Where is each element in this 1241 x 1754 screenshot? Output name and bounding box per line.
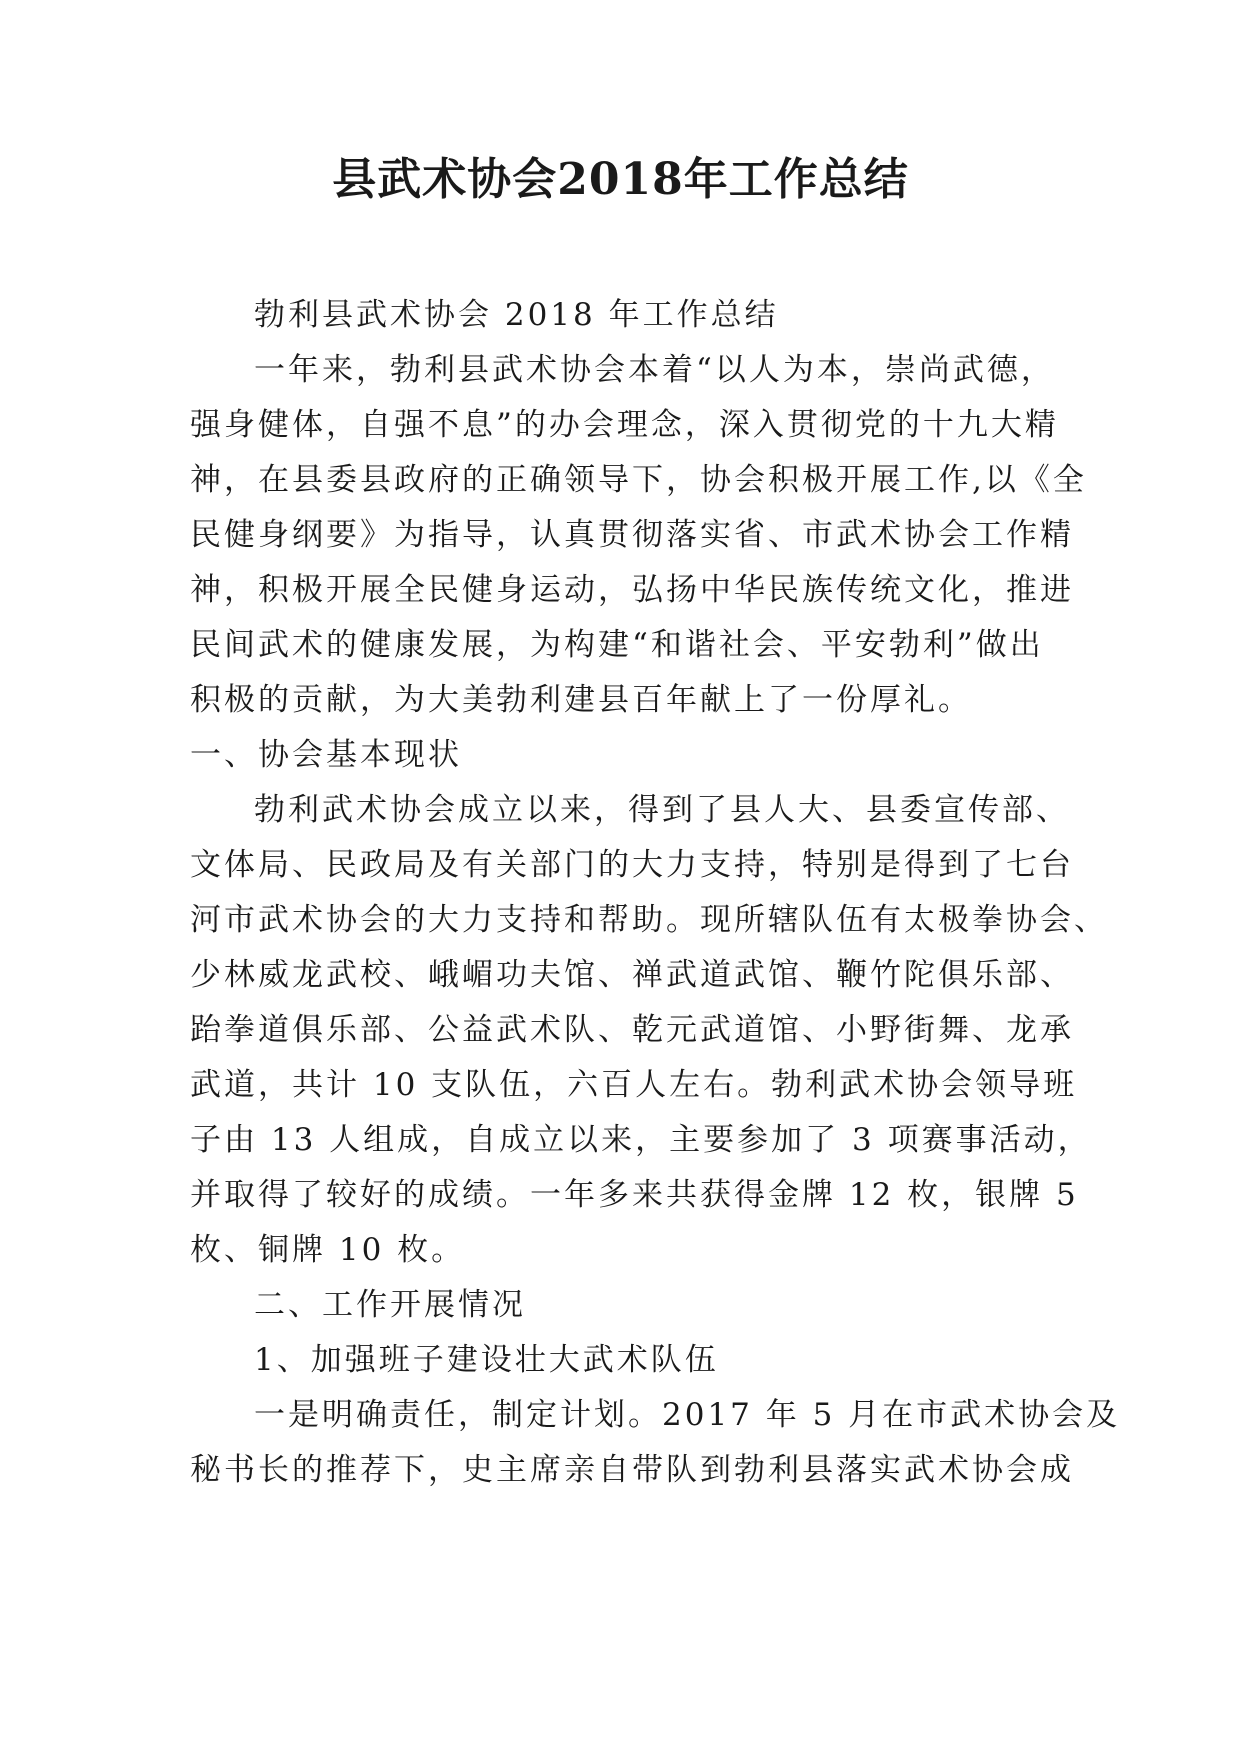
paragraph-line: 秘书长的推荐下，史主席亲自带队到勃利县落实武术协会成	[190, 1452, 1074, 1488]
paragraph-line: 枚、铜牌 10 枚。	[190, 1232, 466, 1268]
paragraph-line: 一年来，勃利县武术协会本着“以人为本，崇尚武德，	[254, 352, 1055, 388]
document-title: 县武术协会2018年工作总结	[332, 154, 909, 205]
paragraph-line: 跆拳道俱乐部、公益武术队、乾元武道馆、小野街舞、龙承	[190, 1012, 1074, 1048]
paragraph-line: 神，在县委县政府的正确领导下，协会积极开展工作,以《全	[190, 462, 1087, 498]
subsection-heading: 1、加强班子建设壮大武术队伍	[254, 1342, 719, 1378]
document-body	[190, 288, 1121, 1498]
paragraph-line: 河市武术协会的大力支持和帮助。现所辖队伍有太极拳协会、	[190, 902, 1108, 938]
paragraph-line: 子由 13 人组成，自成立以来，主要参加了 3 项赛事活动，	[190, 1122, 1092, 1158]
paragraph-line: 民健身纲要》为指导，认真贯彻落实省、市武术协会工作精	[190, 517, 1074, 553]
paragraph-line: 神，积极开展全民健身运动，弘扬中华民族传统文化，推进	[190, 572, 1074, 608]
paragraph-line: 一是明确责任，制定计划。2017 年 5 月在市武术协会及	[254, 1397, 1121, 1433]
paragraph-line: 少林威龙武校、峨嵋功夫馆、禅武道武馆、鞭竹陀俱乐部、	[190, 957, 1074, 993]
section-heading: 二、工作开展情况	[254, 1287, 526, 1323]
section-heading: 一、协会基本现状	[190, 737, 462, 773]
paragraph-line: 勃利武术协会成立以来，得到了县人大、县委宣传部、	[254, 792, 1070, 828]
paragraph-line: 并取得了较好的成绩。一年多来共获得金牌 12 枚，银牌 5	[190, 1177, 1079, 1213]
paragraph-line: 文体局、民政局及有关部门的大力支持，特别是得到了七台	[190, 847, 1074, 883]
paragraph-line: 强身健体，自强不息”的办会理念，深入贯彻党的十九大精	[190, 407, 1059, 443]
paragraph-line: 勃利县武术协会 2018 年工作总结	[254, 297, 779, 333]
paragraph-line: 武道，共计 10 支队伍，六百人左右。勃利武术协会领导班	[190, 1067, 1078, 1103]
paragraph-line: 民间武术的健康发展，为构建“和谐社会、平安勃利”做出	[190, 627, 1044, 663]
paragraph-line: 积极的贡献，为大美勃利建县百年献上了一份厚礼。	[190, 682, 972, 718]
